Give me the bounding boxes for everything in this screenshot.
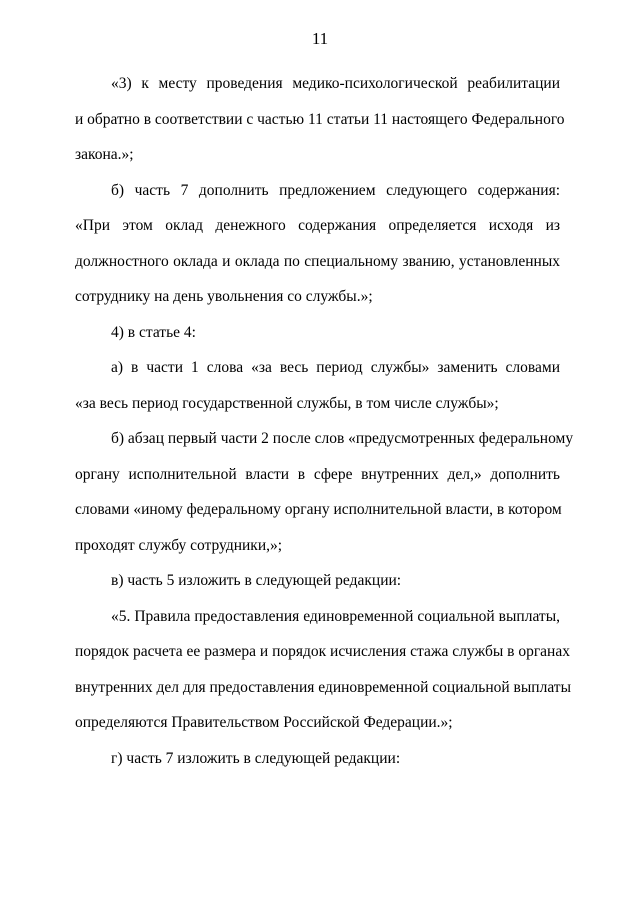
text-line: внутренних дел для предоставления единовременной социальной выплаты <box>75 678 571 696</box>
paragraph-b-part-7 <box>75 173 560 315</box>
document-body <box>75 66 574 776</box>
text-line: сотруднику на день увольнения со службы.»; <box>75 288 373 305</box>
text-line: порядок расчета ее размера и порядок исчисления стажа службы в органах <box>75 643 570 660</box>
text-line: «5. Правила предоставления единовременной социальной выплаты, <box>111 607 560 625</box>
text-line: в) часть 5 изложить в следующей редакции: <box>111 572 402 589</box>
text-line: «3) к месту проведения медико-психологической реабилитации <box>111 75 560 92</box>
text-line: б) часть 7 дополнить предложением следующего содержания: <box>111 181 560 199</box>
paragraph-item-4-article-4 <box>75 315 560 351</box>
paragraph-b-part-2 <box>75 421 574 563</box>
text-line: и обратно в соответствии с частью 11 статьи 11 настоящего Федерального <box>75 110 565 128</box>
paragraph-item-3-rehabilitation <box>75 66 565 173</box>
page-number: 11 <box>311 29 329 48</box>
text-line: «При этом оклад денежного содержания определяется исходя из <box>75 217 560 234</box>
text-line: словами «иному федеральному органу исполнительной власти, в котором <box>75 501 562 518</box>
text-line: а) в части 1 слова «за весь период службы» заменить словами <box>111 359 560 376</box>
text-line: проходят службу сотрудники,»; <box>75 536 283 554</box>
text-line: определяются Правительством Российской Федерации.»; <box>75 714 453 731</box>
text-line: «за весь период государственной службы, в том числе службы»; <box>75 394 499 412</box>
text-line: г) часть 7 изложить в следующей редакции: <box>111 749 401 767</box>
paragraph-v-part-5 <box>75 563 560 599</box>
text-line: 4) в статье 4: <box>111 323 196 341</box>
text-line: закона.»; <box>75 146 134 163</box>
paragraph-part-5-text <box>75 599 571 741</box>
text-line: органу исполнительной власти в сфере внутренних дел,» дополнить <box>75 465 560 483</box>
paragraph-g-part-7 <box>75 741 560 777</box>
text-line: б) абзац первый части 2 после слов «предусмотренных федеральному <box>111 430 574 447</box>
text-line: должностного оклада и оклада по специальному званию, установленных <box>75 252 560 270</box>
paragraph-a-part-1 <box>75 350 560 421</box>
